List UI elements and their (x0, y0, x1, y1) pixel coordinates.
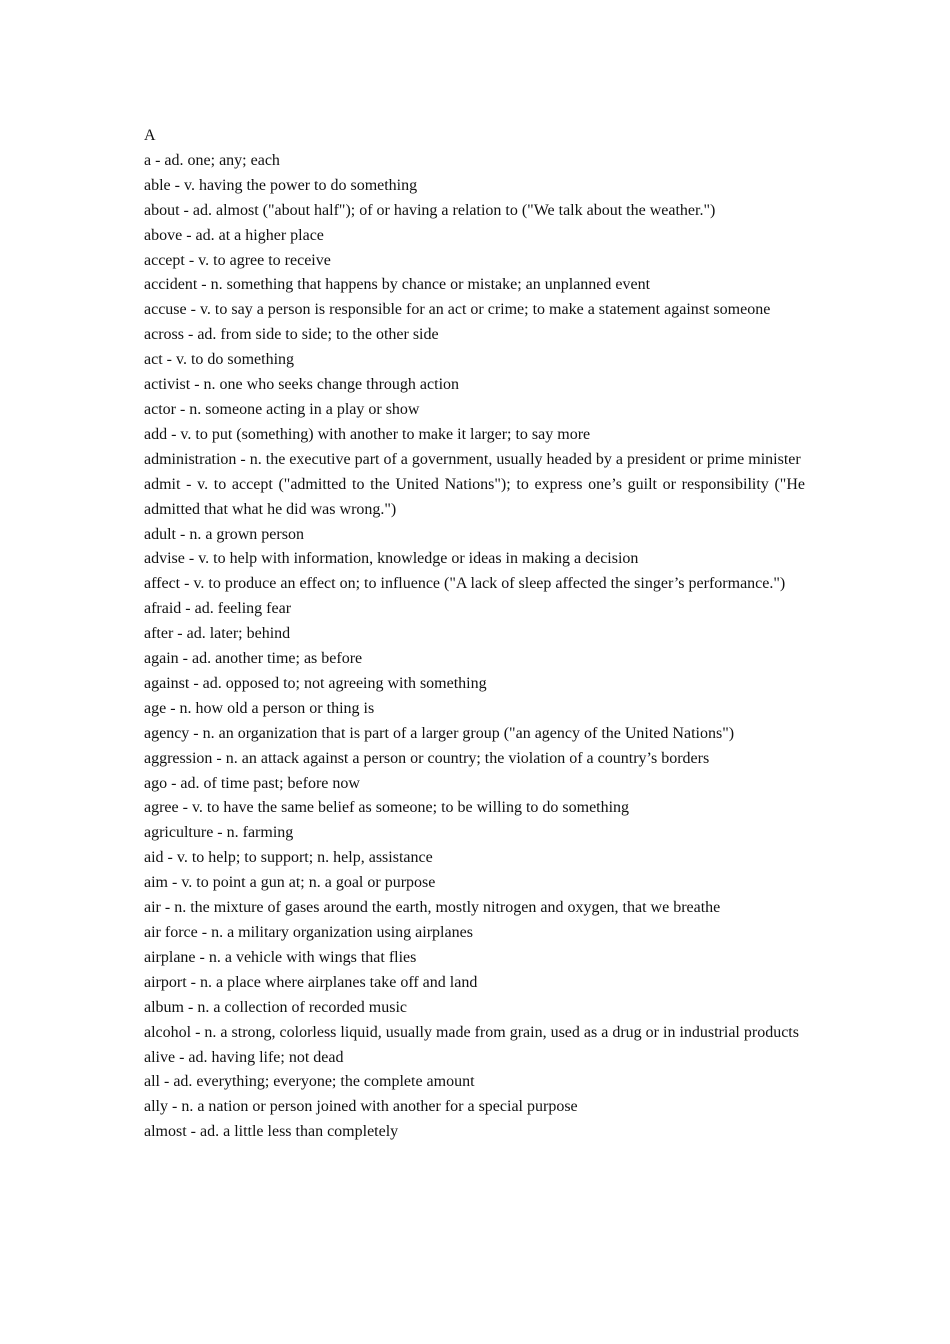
dictionary-entry: after - ad. later; behind (144, 625, 291, 643)
dictionary-entry: air force - n. a military organization using airplanes (144, 924, 473, 941)
dictionary-entry: ago - ad. of time past; before now (144, 774, 360, 792)
dictionary-entry: about - ad. almost ("about half"); of or having a relation to ("We talk about the weather.") (144, 201, 716, 219)
dictionary-entry: across - ad. from side to side; to the other side (144, 326, 439, 344)
entry-list (144, 149, 805, 1145)
document-page (144, 124, 805, 1145)
dictionary-entry: alive - ad. having life; not dead (144, 1048, 344, 1066)
dictionary-entry: affect - v. to produce an effect on; to influence ("A lack of sleep affected the singer’s performance.") (144, 575, 786, 593)
dictionary-entry: aim - v. to point a gun at; n. a goal or purpose (144, 874, 436, 892)
dictionary-entry: admit - v. to accept ("admitted to the United Nations"); to express one’s guilt or responsibility ("He admitted that what he did was wrong.") (144, 475, 805, 518)
dictionary-entry: aid - v. to help; to support; n. help, assistance (144, 849, 433, 867)
dictionary-entry: a - ad. one; any; each (144, 151, 280, 169)
dictionary-entry: advise - v. to help with information, knowledge or ideas in making a decision (144, 550, 639, 568)
dictionary-entry: agree - v. to have the same belief as someone; to be willing to do something (144, 799, 630, 817)
dictionary-entry: accident - n. something that happens by chance or mistake; an unplanned event (144, 276, 651, 294)
dictionary-entry: above - ad. at a higher place (144, 226, 324, 244)
dictionary-entry: against - ad. opposed to; not agreeing with something (144, 674, 487, 692)
dictionary-entry: aggression - n. an attack against a person or country; the violation of a country’s borders (144, 749, 710, 767)
dictionary-entry: again - ad. another time; as before (144, 650, 363, 668)
dictionary-entry: album - n. a collection of recorded music (144, 998, 408, 1016)
dictionary-entry: almost - ad. a little less than completely (144, 1123, 399, 1141)
dictionary-entry: accept - v. to agree to receive (144, 251, 331, 269)
dictionary-entry: able - v. having the power to do something (144, 176, 418, 194)
dictionary-entry: age - n. how old a person or thing is (144, 699, 375, 717)
dictionary-entry: adult - n. a grown person (144, 525, 304, 543)
dictionary-entry: ally - n. a nation or person joined with another for a special purpose (144, 1098, 578, 1116)
dictionary-entry: add - v. to put (something) with another to make it larger; to say more (144, 425, 591, 443)
dictionary-entry: activist - n. one who seeks change through action (144, 376, 460, 394)
dictionary-entry: accuse - v. to say a person is responsible for an act or crime; to make a statement against someone (144, 301, 771, 319)
dictionary-entry: afraid - ad. feeling fear (144, 600, 292, 618)
dictionary-entry: agriculture - n. farming (144, 824, 294, 842)
dictionary-entry: all - ad. everything; everyone; the complete amount (144, 1073, 475, 1091)
dictionary-entry: alcohol - n. a strong, colorless liquid, usually made from grain, used as a drug or in industrial products (144, 1023, 799, 1041)
dictionary-entry: act - v. to do something (144, 351, 295, 369)
dictionary-entry: actor - n. someone acting in a play or show (144, 400, 420, 418)
dictionary-entry: agency - n. an organization that is part of a larger group ("an agency of the United Nations") (144, 724, 735, 742)
dictionary-entry: administration - n. the executive part of a government, usually headed by a president or prime minister (144, 450, 801, 468)
dictionary-entry: airplane - n. a vehicle with wings that flies (144, 948, 417, 966)
dictionary-entry: air - n. the mixture of gases around the earth, mostly nitrogen and oxygen, that we breathe (144, 899, 721, 917)
section-heading: A (144, 127, 156, 144)
dictionary-entry: airport - n. a place where airplanes take off and land (144, 973, 478, 991)
